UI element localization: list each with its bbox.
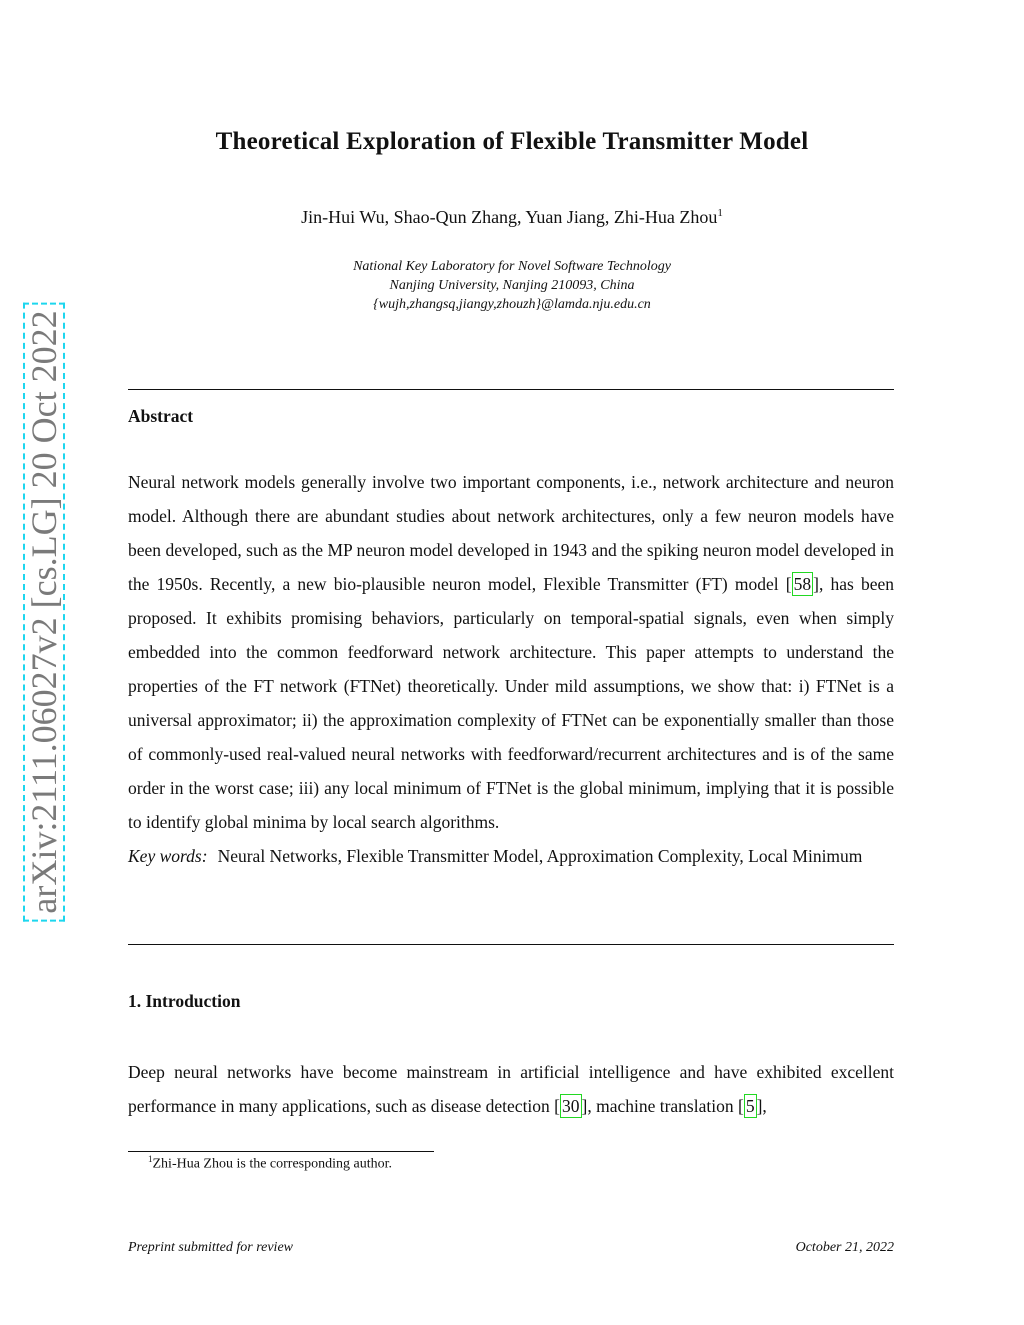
arxiv-watermark: arXiv:2111.06027v2 [cs.LG] 20 Oct 2022 bbox=[23, 302, 65, 921]
keywords-text: Neural Networks, Flexible Transmitter Model, Approximation Complexity, Local Minimum bbox=[217, 846, 863, 866]
abstract-heading: Abstract bbox=[128, 406, 194, 426]
keywords-line bbox=[128, 839, 894, 873]
keywords-label: Key words: bbox=[128, 846, 208, 866]
abstract-top-rule bbox=[128, 389, 894, 390]
citation-link[interactable]: 5 bbox=[745, 1096, 755, 1116]
footnote-mark: 1 bbox=[148, 1154, 153, 1164]
citation-link[interactable]: 58 bbox=[793, 574, 812, 594]
abstract-body: Neural network models generally involve two important components, i.e., network architecture and neuron model. Although there are abundant studies about network architectures, only a few neuron models have been developed, such as the MP neuron model developed in 1943 and the spiking neuron model developed in the 1950s. Recently, a new bio-plausible neuron model, Flexible Transmitter (FT) model [ 58 ], has been proposed. It exhibits promising behaviors, particularly on temporal-spatial signals, even when simply embedded into the common feedforward network architecture. This paper attempts to understand the properties of the FT network (FTNet) theoretically. Under mild assumptions, we show that: i) FTNet is a universal approximator; ii) the approximation complexity of FTNet can be exponentially smaller than those of commonly-used real-valued neural networks with feedforward/recurrent architectures and is of the same order in the worst case; iii) any local minimum of FTNet is the global minimum, implying that it is possible to identify global minima by local search algorithms. Key words: Neural Networks, Flexible Transmitter Model, Approximation Complexity, Local Minimum bbox=[128, 465, 894, 873]
paper-title: Theoretical Exploration of Flexible Transmitter Model bbox=[215, 128, 809, 155]
abstract-text-part1: Neural network models generally involve two important components, i.e., network architecture and neuron model. Although there are abundant studies about network architectures, only a few neuron models have been developed, such as the MP neuron model developed in 1943 and the spiking neuron model developed in the 1950s. Recently, a new bio-plausible neuron model, Flexible Transmitter (FT) model bbox=[128, 472, 894, 594]
abstract-text-part2: , has been proposed. It exhibits promising behaviors, particularly on temporal-spatial signals, even when simply embedded into the common feedforward network architecture. This paper attempts to understand the properties of the FT network (FTNet) theoretically. Under mild assumptions, we show that: i) FTNet is a universal approximator; ii) the approximation complexity of FTNet can be exponentially smaller than those of commonly-used real-valued neural networks with feedforward/recurrent architectures and is of the same order in the worst case; iii) any local minimum of FTNet is the global minimum, implying that it is possible to identify global minima by local search algorithms. bbox=[128, 574, 894, 832]
author-names: Jin-Hui Wu, Shao-Qun Zhang, Yuan Jiang, Zhi-Hua Zhou bbox=[301, 207, 718, 227]
footnote-rule bbox=[128, 1151, 434, 1152]
intro-text-part1: Deep neural networks have become mainstream in artificial intelligence and have exhibited excellent performance in many applications, such as disease detection bbox=[128, 1062, 894, 1116]
footer-date: October 21, 2022 bbox=[795, 1240, 894, 1255]
author-footnote-mark[interactable]: 1 bbox=[717, 207, 723, 219]
affiliation-email: {wujh,zhangsq,jiangy,zhouzh}@lamda.nju.edu.cn bbox=[373, 297, 651, 312]
introduction-body: Deep neural networks have become mainstream in artificial intelligence and have exhibited excellent performance in many applications, such as disease detection [ 30 ], machine translation [ 5 ], bbox=[128, 1062, 894, 1116]
citation-link[interactable]: 30 bbox=[562, 1096, 580, 1116]
abstract-bottom-rule bbox=[128, 944, 894, 945]
author-list bbox=[0, 207, 1024, 228]
affiliation-lab: National Key Laboratory for Novel Software Technology bbox=[353, 259, 671, 274]
footnote bbox=[148, 1154, 392, 1173]
footer-preprint-note: Preprint submitted for review bbox=[128, 1240, 293, 1255]
intro-text-part3: , bbox=[762, 1096, 767, 1116]
footnote-text: Zhi-Hua Zhou is the corresponding author. bbox=[152, 1156, 393, 1172]
introduction-heading: 1. Introduction bbox=[128, 991, 241, 1011]
affiliation-university: Nanjing University, Nanjing 210093, China bbox=[389, 278, 635, 293]
intro-text-part2: , machine translation bbox=[587, 1096, 738, 1116]
